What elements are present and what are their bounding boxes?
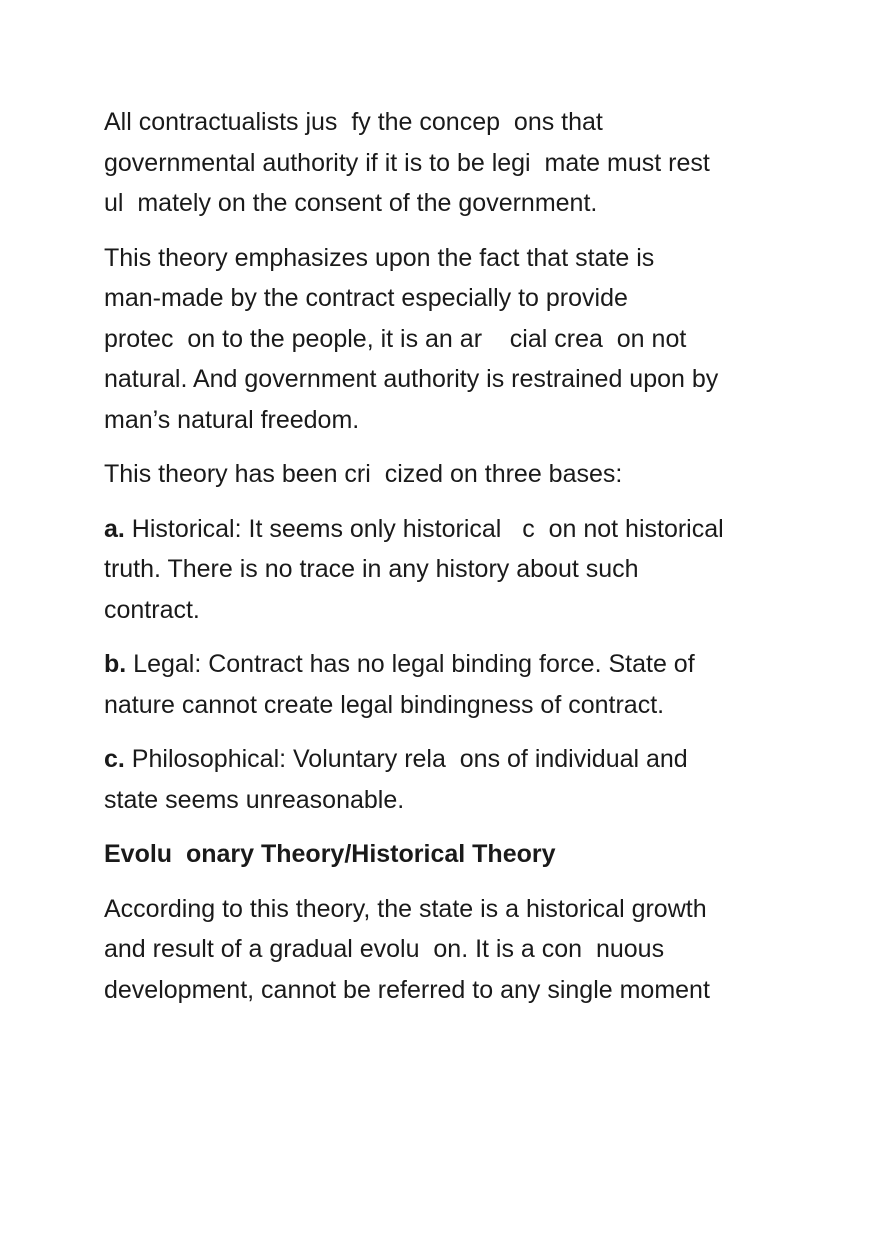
document-body [104,102,804,1024]
text-line [104,644,804,685]
text-line: contract. [104,595,200,624]
text-span: Legal: Contract has no legal binding force. State of [126,650,695,678]
text-span: Philosophical: Voluntary rela ons of individual and [124,745,688,773]
text-line: All contractualists jus fy the concep ons that [104,108,603,136]
paragraph-evolutionary-theory [104,889,804,1011]
text-line: development, cannot be referred to any single moment [104,975,710,1004]
text-line: state seems unreasonable. [104,785,405,814]
text-line: According to this theory, the state is a historical growth [104,894,707,923]
text-line: and result of a gradual evolu on. It is a con nuous [104,935,665,963]
list-marker: b. [104,650,127,678]
criticism-legal [104,644,804,725]
text-line [104,509,804,550]
text-line: nature cannot create legal bindingness of contract. [104,690,665,719]
section-heading: Evolu onary Theory/Historical Theory [104,840,556,868]
criticism-historical [104,509,804,631]
list-marker: a. [104,514,125,543]
text-line: truth. There is no trace in any history about such [104,555,639,583]
paragraph-theory-emphasis [104,238,804,441]
text-line: protec on to the people, it is an ar cial crea on not [104,324,687,353]
text-line: This theory emphasizes upon the fact that state is [104,243,655,272]
text-line [104,739,804,780]
paragraph-contractualists [104,102,804,224]
text-line: man-made by the contract especially to provide [104,284,628,312]
text-line: governmental authority if it is to be legi mate must rest [104,148,710,177]
text-line: ul mately on the consent of the government. [104,189,598,217]
text-line: natural. And government authority is restrained upon by [104,365,719,393]
list-marker: c. [104,745,125,773]
text-line: man’s natural freedom. [104,405,360,434]
paragraph-criticism-intro [104,454,804,495]
text-span: Historical: It seems only historical c on not historical [124,514,724,543]
criticism-philosophical [104,739,804,820]
text-line: This theory has been cri cized on three bases: [104,460,623,488]
